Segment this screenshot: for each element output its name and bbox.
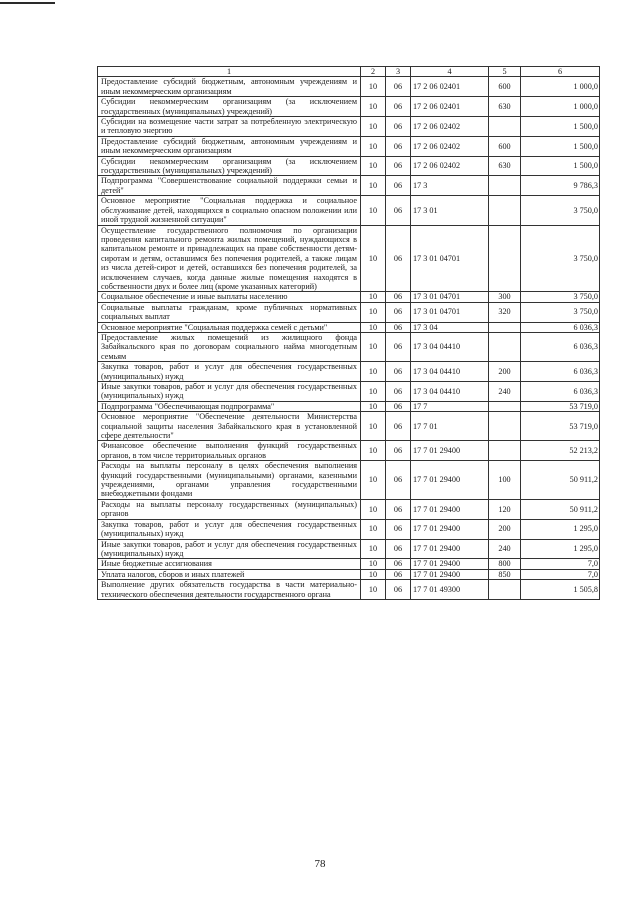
table-row xyxy=(98,176,600,196)
amount-cell: 3 750,0 xyxy=(521,225,600,292)
table-row xyxy=(98,322,600,332)
header-col-2: 2 xyxy=(361,67,386,77)
subsection-code-cell: 06 xyxy=(386,401,411,411)
expense-type-code-cell: 800 xyxy=(489,559,521,569)
amount-cell: 53 719,0 xyxy=(521,401,600,411)
item-name-cell: Расходы на выплаты персоналу в целях обеспечения выполнения функций государственными (муниципальными) органами, казенными учреждениями, органами управления государственными внебюджетными фондами xyxy=(98,461,361,500)
expense-type-code-cell xyxy=(489,176,521,196)
table-row xyxy=(98,225,600,292)
expense-type-code-cell: 240 xyxy=(489,539,521,559)
section-code-cell: 10 xyxy=(361,117,386,137)
page-number: 78 xyxy=(314,858,326,870)
target-article-code-cell: 17 7 01 29400 xyxy=(411,539,489,559)
expense-type-code-cell xyxy=(489,401,521,411)
target-article-code-cell: 17 2 06 02401 xyxy=(411,77,489,97)
subsection-code-cell: 06 xyxy=(386,332,411,361)
section-code-cell: 10 xyxy=(361,322,386,332)
amount-cell: 52 213,2 xyxy=(521,441,600,461)
item-name-cell: Основное мероприятие "Социальная поддержка и социальное обслуживание детей, находящихся в социально опасном положении или иной трудной жизненной ситуации" xyxy=(98,196,361,225)
table-row xyxy=(98,302,600,322)
amount-cell: 50 911,2 xyxy=(521,499,600,519)
subsection-code-cell: 06 xyxy=(386,77,411,97)
subsection-code-cell: 06 xyxy=(386,136,411,156)
item-name-cell: Иные закупки товаров, работ и услуг для обеспечения государственных (муниципальных) нужд xyxy=(98,539,361,559)
item-name-cell: Иные закупки товаров, работ и услуг для обеспечения государственных (муниципальных) нужд xyxy=(98,382,361,402)
expense-type-code-cell: 240 xyxy=(489,382,521,402)
section-code-cell: 10 xyxy=(361,441,386,461)
target-article-code-cell: 17 3 01 04701 xyxy=(411,302,489,322)
item-name-cell: Уплата налогов, сборов и иных платежей xyxy=(98,569,361,579)
target-article-code-cell: 17 7 01 29400 xyxy=(411,441,489,461)
table-row xyxy=(98,441,600,461)
item-name-cell: Предоставление жилых помещений из жилищного фонда Забайкальского края по договорам социального найма многодетным семьям xyxy=(98,332,361,361)
header-col-4: 4 xyxy=(411,67,489,77)
item-name-cell: Предоставление субсидий бюджетным, автономным учреждениям и иным некоммерческим организациям xyxy=(98,136,361,156)
target-article-code-cell: 17 3 04 04410 xyxy=(411,332,489,361)
subsection-code-cell: 06 xyxy=(386,176,411,196)
subsection-code-cell: 06 xyxy=(386,382,411,402)
section-code-cell: 10 xyxy=(361,539,386,559)
item-name-cell: Выполнение других обязательств государства в части материально-технического обеспечения деятельности государственного органа xyxy=(98,580,361,600)
scan-edge-mark xyxy=(0,2,55,4)
expense-type-code-cell: 600 xyxy=(489,77,521,97)
table-row xyxy=(98,77,600,97)
target-article-code-cell: 17 3 04 xyxy=(411,322,489,332)
header-col-5: 5 xyxy=(489,67,521,77)
subsection-code-cell: 06 xyxy=(386,97,411,117)
table-row xyxy=(98,97,600,117)
item-name-cell: Осуществление государственного полномочия по организации проведения капитального ремонта жилых помещений, нуждающихся в капитальном ремонте и принадлежащих на праве собственности детям-сиротам и детям, оставшимся без попечения родителей, а также лицам из числа детей-сирот и детей, оставшихся без попечения родителей, за исключением случаев, когда данные жилые помещения находятся в собственности двух и более лиц (кроме указанных категорий) xyxy=(98,225,361,292)
section-code-cell: 10 xyxy=(361,225,386,292)
expense-type-code-cell xyxy=(489,580,521,600)
amount-cell: 6 036,3 xyxy=(521,322,600,332)
section-code-cell: 10 xyxy=(361,176,386,196)
table-row xyxy=(98,461,600,500)
target-article-code-cell: 17 7 01 29400 xyxy=(411,569,489,579)
section-code-cell: 10 xyxy=(361,302,386,322)
subsection-code-cell: 06 xyxy=(386,196,411,225)
table-row xyxy=(98,569,600,579)
header-col-6: 6 xyxy=(521,67,600,77)
amount-cell: 6 036,3 xyxy=(521,382,600,402)
expense-type-code-cell xyxy=(489,196,521,225)
item-name-cell: Субсидии некоммерческим организациям (за исключением государственных (муниципальных) учреждений) xyxy=(98,156,361,176)
expense-type-code-cell: 600 xyxy=(489,136,521,156)
target-article-code-cell: 17 2 06 02402 xyxy=(411,117,489,137)
expense-type-code-cell: 300 xyxy=(489,292,521,302)
expense-type-code-cell xyxy=(489,322,521,332)
item-name-cell: Предоставление субсидий бюджетным, автономным учреждениям и иным некоммерческим организациям xyxy=(98,77,361,97)
subsection-code-cell: 06 xyxy=(386,569,411,579)
section-code-cell: 10 xyxy=(361,499,386,519)
expense-type-code-cell: 200 xyxy=(489,362,521,382)
expense-type-code-cell xyxy=(489,225,521,292)
item-name-cell: Подпрограмма "Совершенствование социальной поддержки семьи и детей" xyxy=(98,176,361,196)
amount-cell: 6 036,3 xyxy=(521,332,600,361)
item-name-cell: Основное мероприятие "Обеспечение деятельности Министерства социальной защиты населения Забайкальского края в установленной сфере деятельности" xyxy=(98,412,361,441)
expense-type-code-cell: 630 xyxy=(489,156,521,176)
amount-cell: 7,0 xyxy=(521,569,600,579)
item-name-cell: Иные бюджетные ассигнования xyxy=(98,559,361,569)
expense-type-code-cell: 850 xyxy=(489,569,521,579)
target-article-code-cell: 17 2 06 02402 xyxy=(411,156,489,176)
subsection-code-cell: 06 xyxy=(386,292,411,302)
item-name-cell: Субсидии некоммерческим организациям (за исключением государственных (муниципальных) учреждений) xyxy=(98,97,361,117)
section-code-cell: 10 xyxy=(361,519,386,539)
target-article-code-cell: 17 7 01 29400 xyxy=(411,519,489,539)
header-col-3: 3 xyxy=(386,67,411,77)
target-article-code-cell: 17 7 01 29400 xyxy=(411,499,489,519)
table-header-row xyxy=(98,67,600,77)
target-article-code-cell: 17 2 06 02402 xyxy=(411,136,489,156)
expense-type-code-cell: 320 xyxy=(489,302,521,322)
item-name-cell: Социальное обеспечение и иные выплаты населению xyxy=(98,292,361,302)
expense-type-code-cell: 630 xyxy=(489,97,521,117)
item-name-cell: Расходы на выплаты персоналу государственных (муниципальных) органов xyxy=(98,499,361,519)
target-article-code-cell: 17 2 06 02401 xyxy=(411,97,489,117)
target-article-code-cell: 17 3 04 04410 xyxy=(411,382,489,402)
amount-cell: 1 500,0 xyxy=(521,117,600,137)
amount-cell: 3 750,0 xyxy=(521,292,600,302)
item-name-cell: Финансовое обеспечение выполнения функций государственных органов, в том числе территориальных органов xyxy=(98,441,361,461)
amount-cell: 7,0 xyxy=(521,559,600,569)
header-col-1: 1 xyxy=(98,67,361,77)
table-row xyxy=(98,362,600,382)
section-code-cell: 10 xyxy=(361,362,386,382)
section-code-cell: 10 xyxy=(361,382,386,402)
section-code-cell: 10 xyxy=(361,401,386,411)
table-row xyxy=(98,156,600,176)
section-code-cell: 10 xyxy=(361,569,386,579)
table-row xyxy=(98,196,600,225)
item-name-cell: Закупка товаров, работ и услуг для обеспечения государственных (муниципальных) нужд xyxy=(98,519,361,539)
subsection-code-cell: 06 xyxy=(386,580,411,600)
amount-cell: 53 719,0 xyxy=(521,412,600,441)
amount-cell: 1 295,0 xyxy=(521,539,600,559)
expense-type-code-cell: 100 xyxy=(489,461,521,500)
amount-cell: 3 750,0 xyxy=(521,302,600,322)
target-article-code-cell: 17 3 01 04701 xyxy=(411,292,489,302)
amount-cell: 9 786,3 xyxy=(521,176,600,196)
table-row xyxy=(98,499,600,519)
item-name-cell: Подпрограмма "Обеспечивающая подпрограмма" xyxy=(98,401,361,411)
subsection-code-cell: 06 xyxy=(386,441,411,461)
section-code-cell: 10 xyxy=(361,292,386,302)
amount-cell: 1 500,0 xyxy=(521,136,600,156)
section-code-cell: 10 xyxy=(361,580,386,600)
expense-type-code-cell: 120 xyxy=(489,499,521,519)
item-name-cell: Социальные выплаты гражданам, кроме публичных нормативных социальных выплат xyxy=(98,302,361,322)
target-article-code-cell: 17 7 01 xyxy=(411,412,489,441)
subsection-code-cell: 06 xyxy=(386,156,411,176)
subsection-code-cell: 06 xyxy=(386,322,411,332)
section-code-cell: 10 xyxy=(361,412,386,441)
expense-type-code-cell: 200 xyxy=(489,519,521,539)
target-article-code-cell: 17 7 xyxy=(411,401,489,411)
amount-cell: 3 750,0 xyxy=(521,196,600,225)
subsection-code-cell: 06 xyxy=(386,559,411,569)
table-row xyxy=(98,401,600,411)
table-row xyxy=(98,519,600,539)
section-code-cell: 10 xyxy=(361,559,386,569)
expense-type-code-cell xyxy=(489,117,521,137)
budget-allocation-table xyxy=(97,66,600,600)
table-row xyxy=(98,580,600,600)
table-row xyxy=(98,382,600,402)
expense-type-code-cell xyxy=(489,332,521,361)
target-article-code-cell: 17 3 04 04410 xyxy=(411,362,489,382)
expense-type-code-cell xyxy=(489,412,521,441)
amount-cell: 1 500,0 xyxy=(521,156,600,176)
table-row xyxy=(98,292,600,302)
amount-cell: 1 000,0 xyxy=(521,97,600,117)
section-code-cell: 10 xyxy=(361,97,386,117)
subsection-code-cell: 06 xyxy=(386,461,411,500)
amount-cell: 50 911,2 xyxy=(521,461,600,500)
subsection-code-cell: 06 xyxy=(386,499,411,519)
section-code-cell: 10 xyxy=(361,196,386,225)
target-article-code-cell: 17 3 xyxy=(411,176,489,196)
table-row xyxy=(98,117,600,137)
subsection-code-cell: 06 xyxy=(386,302,411,322)
item-name-cell: Закупка товаров, работ и услуг для обеспечения государственных (муниципальных) нужд xyxy=(98,362,361,382)
amount-cell: 1 295,0 xyxy=(521,519,600,539)
table-row xyxy=(98,539,600,559)
table-row xyxy=(98,332,600,361)
section-code-cell: 10 xyxy=(361,77,386,97)
subsection-code-cell: 06 xyxy=(386,412,411,441)
item-name-cell: Основное мероприятие "Социальная поддержка семей с детьми" xyxy=(98,322,361,332)
target-article-code-cell: 17 3 01 04701 xyxy=(411,225,489,292)
target-article-code-cell: 17 7 01 29400 xyxy=(411,559,489,569)
subsection-code-cell: 06 xyxy=(386,519,411,539)
subsection-code-cell: 06 xyxy=(386,539,411,559)
section-code-cell: 10 xyxy=(361,332,386,361)
subsection-code-cell: 06 xyxy=(386,362,411,382)
item-name-cell: Субсидии на возмещение части затрат за потребленную электрическую и тепловую энергию xyxy=(98,117,361,137)
target-article-code-cell: 17 3 01 xyxy=(411,196,489,225)
section-code-cell: 10 xyxy=(361,156,386,176)
subsection-code-cell: 06 xyxy=(386,225,411,292)
table-row xyxy=(98,412,600,441)
table-body xyxy=(98,67,600,600)
table-row xyxy=(98,559,600,569)
amount-cell: 6 036,3 xyxy=(521,362,600,382)
target-article-code-cell: 17 7 01 29400 xyxy=(411,461,489,500)
subsection-code-cell: 06 xyxy=(386,117,411,137)
amount-cell: 1 505,8 xyxy=(521,580,600,600)
table-row xyxy=(98,136,600,156)
section-code-cell: 10 xyxy=(361,136,386,156)
amount-cell: 1 000,0 xyxy=(521,77,600,97)
target-article-code-cell: 17 7 01 49300 xyxy=(411,580,489,600)
section-code-cell: 10 xyxy=(361,461,386,500)
expense-type-code-cell xyxy=(489,441,521,461)
